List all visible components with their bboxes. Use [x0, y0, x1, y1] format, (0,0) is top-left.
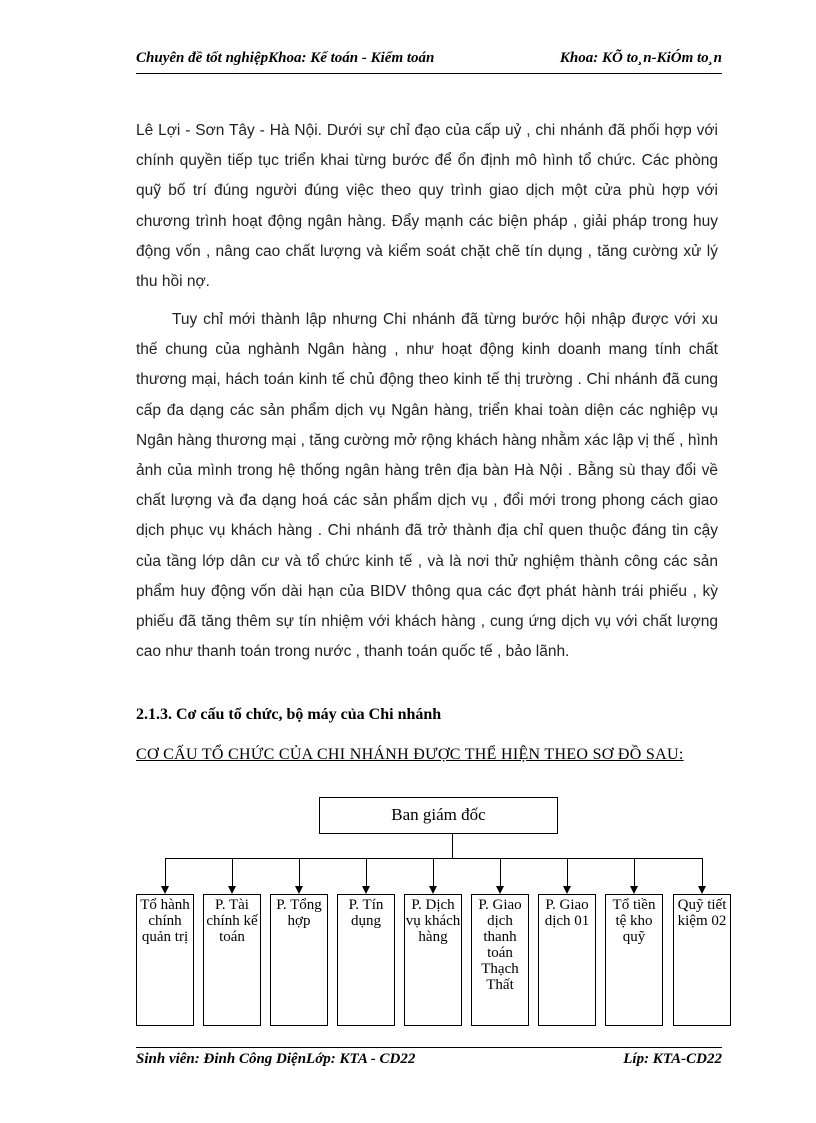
- connector-9: [702, 858, 703, 886]
- arrow-8: [630, 886, 638, 894]
- org-trunk-line: [452, 834, 453, 858]
- arrow-1: [161, 886, 169, 894]
- arrow-5: [429, 886, 437, 894]
- dept-box-1: Tổ hành chính quản trị: [136, 894, 194, 1026]
- arrow-9: [698, 886, 706, 894]
- header-right-text: Khoa: KÕ to¸n-KiÓm to¸n: [559, 50, 722, 66]
- arrow-2: [228, 886, 236, 894]
- dept-box-2: P. Tài chính kế toán: [203, 894, 261, 1026]
- dept-box-5: P. Dịch vụ khách hàng: [404, 894, 462, 1026]
- org-top-box: Ban giám đốc: [319, 797, 558, 834]
- connector-1: [165, 858, 166, 886]
- footer-left-text: Sinh viên: Đinh Công DiệnLớp: KTA - CD22: [136, 1051, 416, 1067]
- connector-8: [634, 858, 635, 886]
- connector-3: [299, 858, 300, 886]
- connector-7: [567, 858, 568, 886]
- paragraph-2: Tuy chỉ mới thành lập nhưng Chi nhánh đã từng bước hội nhập được với xu thế chung của nghành Ngân hàng , như hoạt động kinh doanh mang tính chất thương mại, hách toán kinh tế chủ động theo kinh tế thị trường . Chi nhánh đã cung cấp đa dạng các sản phẩm dịch vụ Ngân hàng, triển khai toàn diện các nghiệp vụ Ngân hàng thương mại , tăng cường mở rộng khách hàng nhằm xác lập vị thế , hình ảnh của mình trong hệ thống ngân hàng trên địa bàn Hà Nội . Bằng sù thay đổi về chất lượng và đa dạng hoá các sản phẩm dịch vụ , đổi mới trong phong cách giao dịch phục vụ khách hàng . Chi nhánh đã trở thành địa chỉ quen thuộc đáng tin cậy của tầng lớp dân cư và tổ chức kinh tế , và là nơi thử nghiệm thành công các sản phẩm huy động vốn dài hạn của BIDV thông qua các đợt phát hành trái phiếu , kỳ phiếu đã tăng thêm sự tín nhiệm với khách hàng , cung ứng dịch vụ với chất lượng cao như thanh toán trong nước , thanh toán quốc tế , bảo lãnh.: [136, 311, 718, 661]
- arrow-3: [295, 886, 303, 894]
- page-footer: [136, 1051, 722, 1073]
- dept-box-3: P. Tổng hợp: [270, 894, 328, 1026]
- arrow-4: [362, 886, 370, 894]
- footer-right-text: Líp: KTA-CD22: [623, 1051, 722, 1067]
- connector-6: [500, 858, 501, 886]
- header-rule: [136, 73, 722, 74]
- dept-box-8: Tổ tiền tệ kho quỹ: [605, 894, 663, 1026]
- paragraph-1: Lê Lợi - Sơn Tây - Hà Nội. Dưới sự chỉ đạo của cấp uỷ , chi nhánh đã phối hợp với chính quyền tiếp tục triển khai từng bước để ổn định mô hình tổ chức. Các phòng quỹ bố trí đúng người đúng việc theo quy trình giao dịch một cửa phù hợp với chương trình hoạt động ngân hàng. Đẩy mạnh các biện pháp , giải pháp trong huy động vốn , nâng cao chất lượng và kiểm soát chặt chẽ tín dụng , tăng cường xử lý thu hồi nợ.: [136, 122, 718, 291]
- chart-caption: CƠ CẤU TỔ CHỨC CỦA CHI NHÁNH ĐƯỢC THỂ HIỆN THEO SƠ ĐỒ SAU:: [136, 746, 684, 763]
- dept-box-4: P. Tín dụng: [337, 894, 395, 1026]
- dept-box-9: Quỹ tiết kiệm 02: [673, 894, 731, 1026]
- page-header: [136, 50, 722, 72]
- connector-4: [366, 858, 367, 886]
- dept-box-6: P. Giao dịch thanh toán Thạch Thất: [471, 894, 529, 1026]
- connector-2: [232, 858, 233, 886]
- arrow-6: [496, 886, 504, 894]
- header-left-text: Chuyên đề tốt nghiệpKhoa: Kế toán - Kiểm toán: [136, 50, 435, 66]
- connector-5: [433, 858, 434, 886]
- org-branch-line: [165, 858, 702, 859]
- arrow-7: [563, 886, 571, 894]
- footer-rule: [136, 1047, 722, 1048]
- section-heading: 2.1.3. Cơ cấu tổ chức, bộ máy của Chi nhánh: [136, 706, 442, 723]
- dept-box-7: P. Giao dịch 01: [538, 894, 596, 1026]
